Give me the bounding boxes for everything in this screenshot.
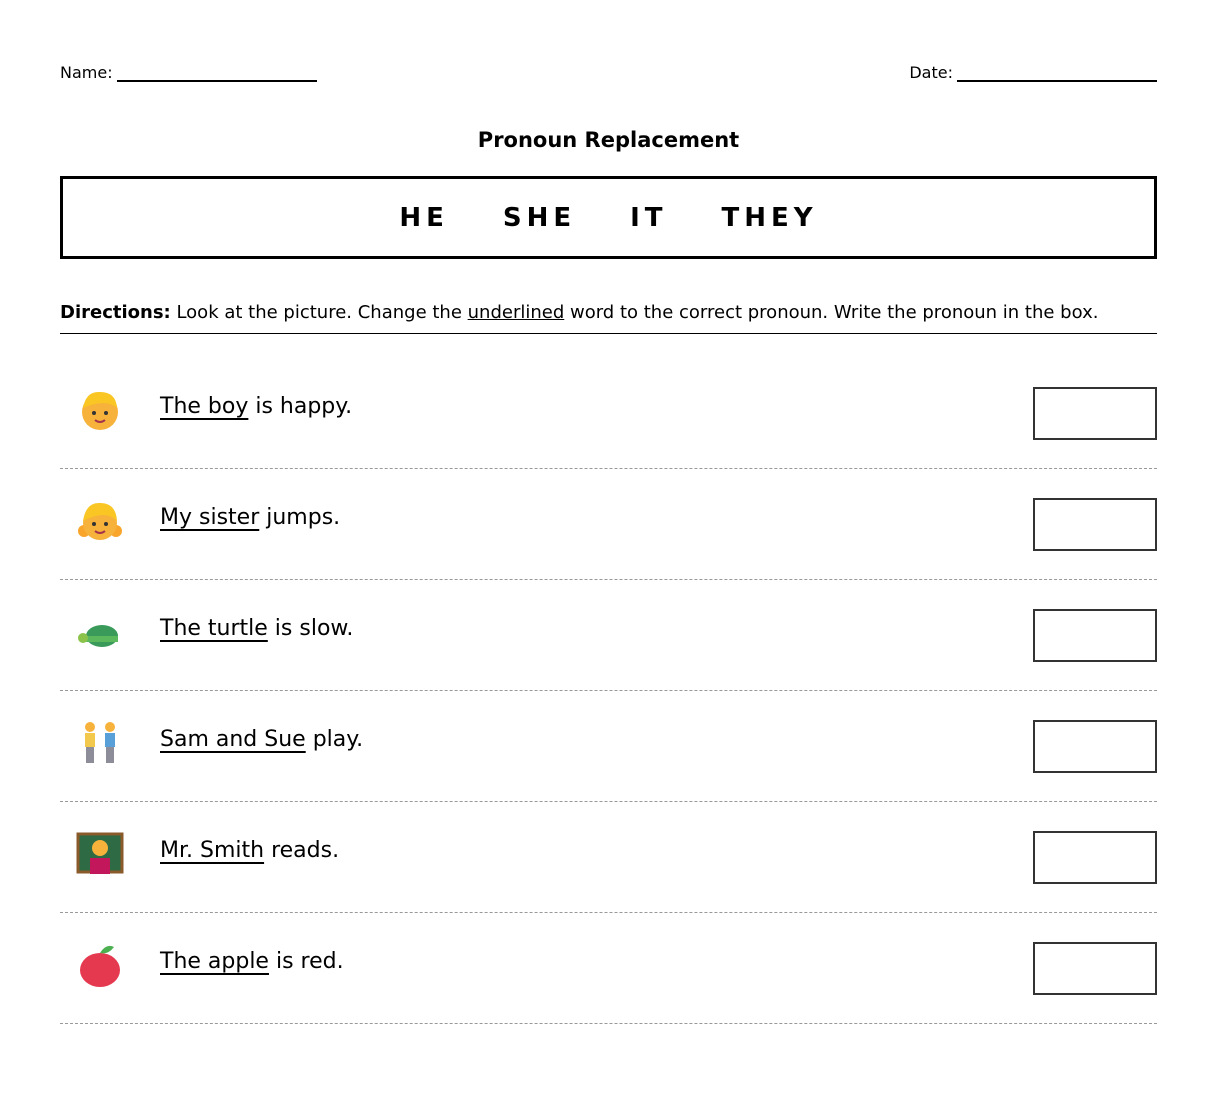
sentence-rest: is happy. (248, 394, 353, 419)
underlined-word: Mr. Smith (160, 838, 265, 863)
sentence-rest: is red. (268, 949, 344, 974)
question-row (60, 913, 1157, 1024)
sentence-rest: is slow. (267, 616, 354, 641)
directions-text: Look at the picture. Change the (170, 302, 468, 323)
answer-box[interactable] (1033, 942, 1157, 995)
directions-underlined: underlined (467, 302, 565, 323)
sentence (160, 949, 344, 974)
answer-box[interactable] (1033, 387, 1157, 440)
directions (60, 302, 1157, 334)
sentence (160, 505, 340, 530)
name-label: Name: (60, 63, 113, 82)
word-bank (60, 176, 1157, 259)
name-line[interactable] (117, 68, 317, 82)
answer-box[interactable] (1033, 720, 1157, 773)
date-field (909, 63, 1157, 82)
answer-box[interactable] (1033, 609, 1157, 662)
sentence (160, 727, 363, 752)
teacher-icon (76, 830, 124, 878)
sentence-rest: reads. (264, 838, 340, 863)
answer-box[interactable] (1033, 498, 1157, 551)
word-they: THEY (721, 202, 818, 233)
underlined-word: Sam and Sue (160, 727, 306, 752)
question-row (60, 580, 1157, 691)
question-row (60, 358, 1157, 469)
date-label: Date: (909, 63, 953, 82)
couple-icon (76, 719, 124, 767)
page-title: Pronoun Replacement (477, 128, 740, 152)
sentence (160, 838, 339, 863)
question-row (60, 802, 1157, 913)
underlined-word: The apple (160, 949, 269, 974)
girl-icon (76, 497, 124, 545)
sentence (160, 394, 352, 419)
answer-box[interactable] (1033, 831, 1157, 884)
apple-icon (76, 941, 124, 989)
turtle-icon (76, 608, 124, 656)
word-he: HE (399, 202, 449, 233)
directions-label: Directions: (60, 302, 171, 323)
underlined-word: The boy (160, 394, 249, 419)
underlined-word: My sister (160, 505, 260, 530)
boy-icon (76, 386, 124, 434)
sentence-rest: jumps. (259, 505, 341, 530)
underlined-word: The turtle (160, 616, 268, 641)
date-line[interactable] (957, 68, 1157, 82)
directions-text: word to the correct pronoun. Write the pronoun in the box. (564, 302, 1099, 323)
name-field (60, 63, 317, 82)
question-row (60, 691, 1157, 802)
word-it: IT (630, 202, 668, 233)
sentence-rest: play. (305, 727, 364, 752)
word-she: SHE (502, 202, 577, 233)
sentence (160, 616, 353, 641)
question-row (60, 469, 1157, 580)
